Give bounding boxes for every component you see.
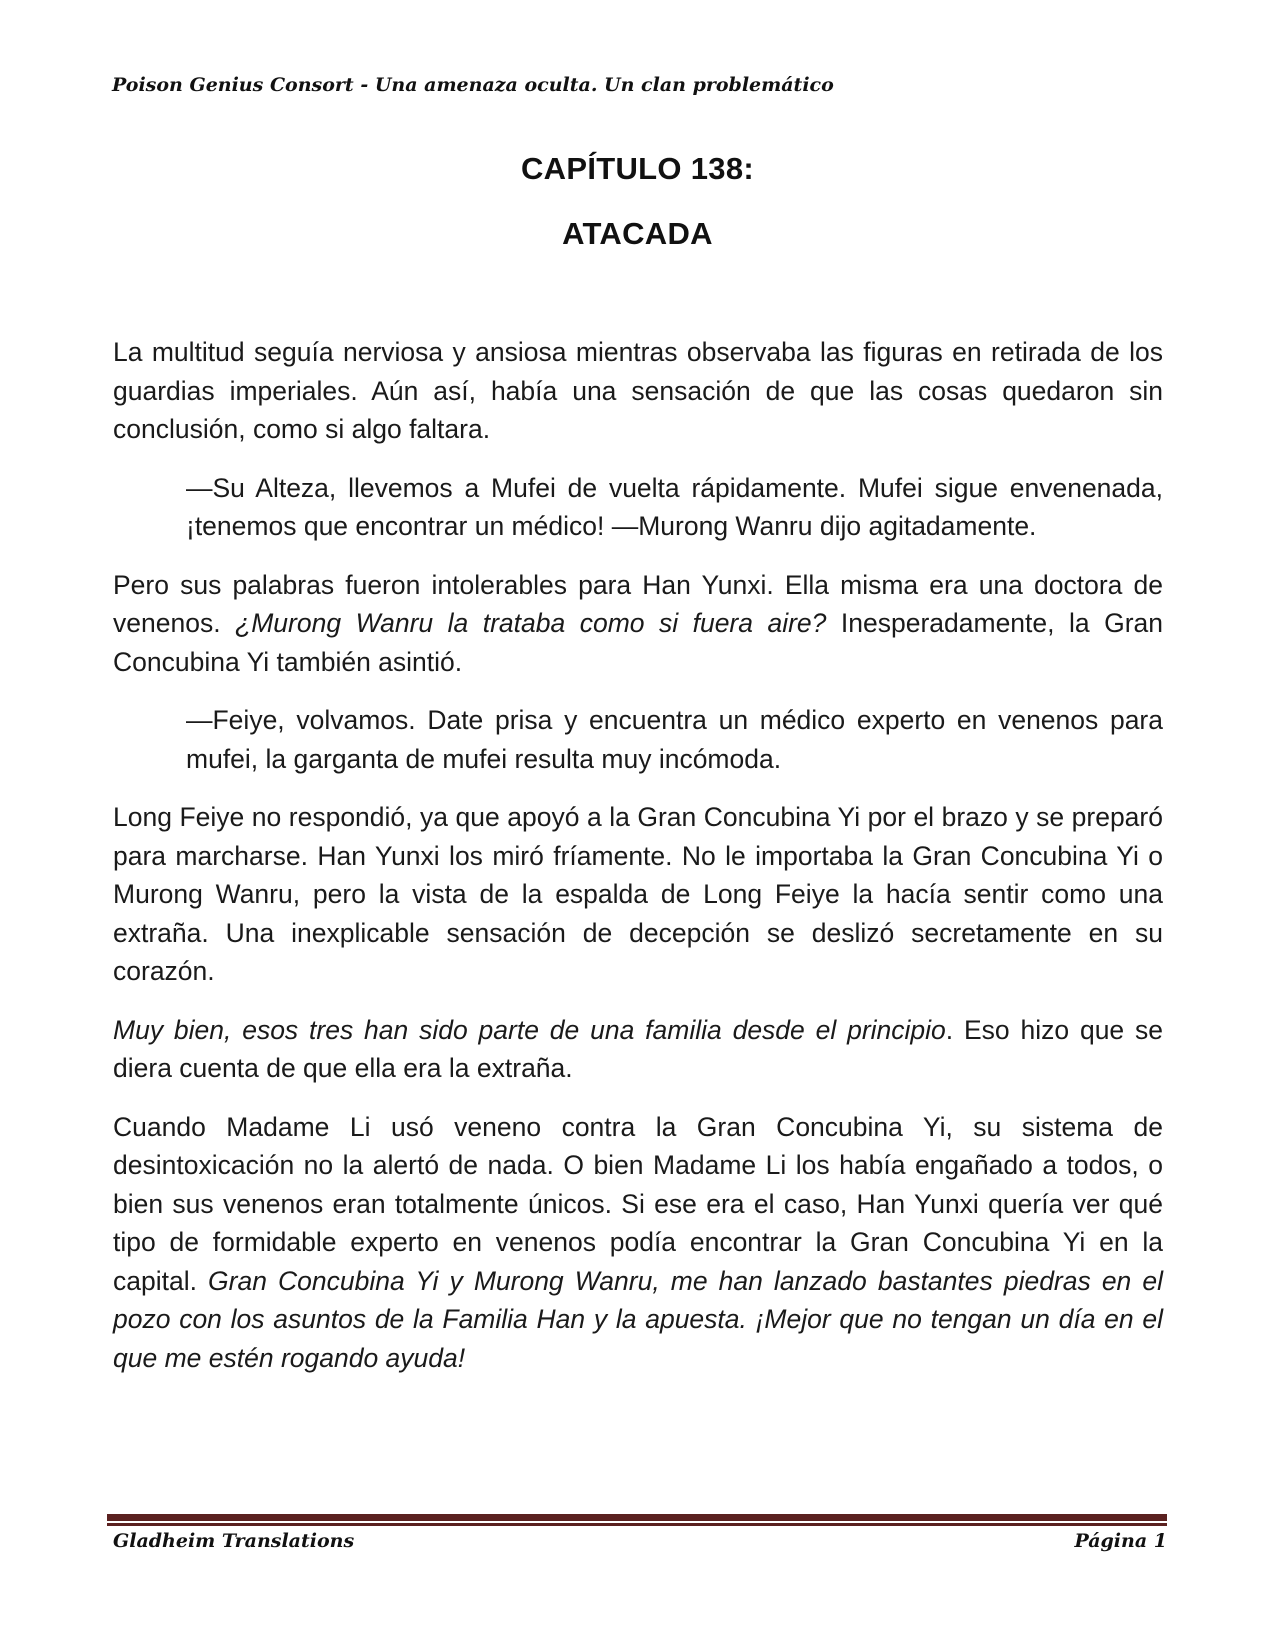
- paragraph: [113, 1011, 1163, 1088]
- paragraph: [186, 701, 1163, 778]
- text-segment: Cuando Madame Li usó veneno contra la Gran Concubina Yi, su sistema de desintoxicación no la alertó de nada. O bien Madame Li los había engañado a todos, o bien sus venenos eran totalmente únicos. Si ese era el caso, Han Yunxi quería ver qué tipo de formidable experto en venenos podía encontrar la Gran Concubina Yi en la capital.: [113, 1111, 1163, 1296]
- text-segment: . Eso hizo que se diera cuenta de que ella era la extraña.: [113, 1014, 1164, 1083]
- footer-translator: Gladheim Translations: [113, 1530, 355, 1552]
- text-segment: Inesperadamente, la Gran Concubina Yi también asintió.: [113, 608, 1163, 677]
- text-segment: —Su Alteza, llevemos a Mufei de vuelta rápidamente. Mufei sigue envenenada, ¡tenemos que encontrar un médico! —Murong Wanru dijo agitadamente.: [186, 472, 1163, 541]
- chapter-number: CAPÍTULO 138:: [521, 151, 754, 186]
- footer-page-number: Página 1: [1074, 1530, 1167, 1552]
- text-segment: Pero sus palabras fueron intolerables para Han Yunxi. Ella misma era una doctora de venenos.: [113, 569, 1163, 638]
- running-header: Poison Genius Consort - Una amenaza oculta. Un clan problemático: [112, 74, 834, 96]
- chapter-title: ATACADA: [562, 216, 713, 251]
- text-segment: —Feiye, volvamos. Date prisa y encuentra un médico experto en venenos para mufei, la garganta de mufei resulta muy incómoda.: [186, 705, 1163, 774]
- paragraph: [113, 798, 1163, 991]
- text-segment: La multitud seguía nerviosa y ansiosa mientras observaba las figuras en retirada de los guardias imperiales. Aún así, había una sensación de que las cosas quedaron sin conclusión, como si algo faltara.: [113, 337, 1163, 444]
- italic-text-segment: ¿Murong Wanru la trataba como si fuera aire?: [235, 608, 827, 638]
- italic-text-segment: Gran Concubina Yi y Murong Wanru, me han lanzado bastantes piedras en el pozo con los asuntos de la Familia Han y la apuesta. ¡Mejor que no tengan un día en el que me estén rogando ayuda!: [113, 1265, 1163, 1373]
- paragraph: [113, 333, 1163, 449]
- footer-divider: [107, 1514, 1167, 1523]
- chapter-body: [113, 333, 1163, 1397]
- paragraph: [113, 1108, 1163, 1378]
- paragraph: [186, 469, 1163, 546]
- text-segment: Long Feiye no respondió, ya que apoyó a la Gran Concubina Yi por el brazo y se preparó para marcharse. Han Yunxi los miró fríamente. No le importaba la Gran Concubina Yi o Murong Wanru, pero la vista de la espalda de Long Feiye la hacía sentir como una extraña. Una inexplicable sensación de decepción se deslizó secretamente en su corazón.: [113, 802, 1163, 986]
- paragraph: [113, 566, 1163, 682]
- italic-text-segment: Muy bien, esos tres han sido parte de una familia desde el principio: [113, 1014, 946, 1045]
